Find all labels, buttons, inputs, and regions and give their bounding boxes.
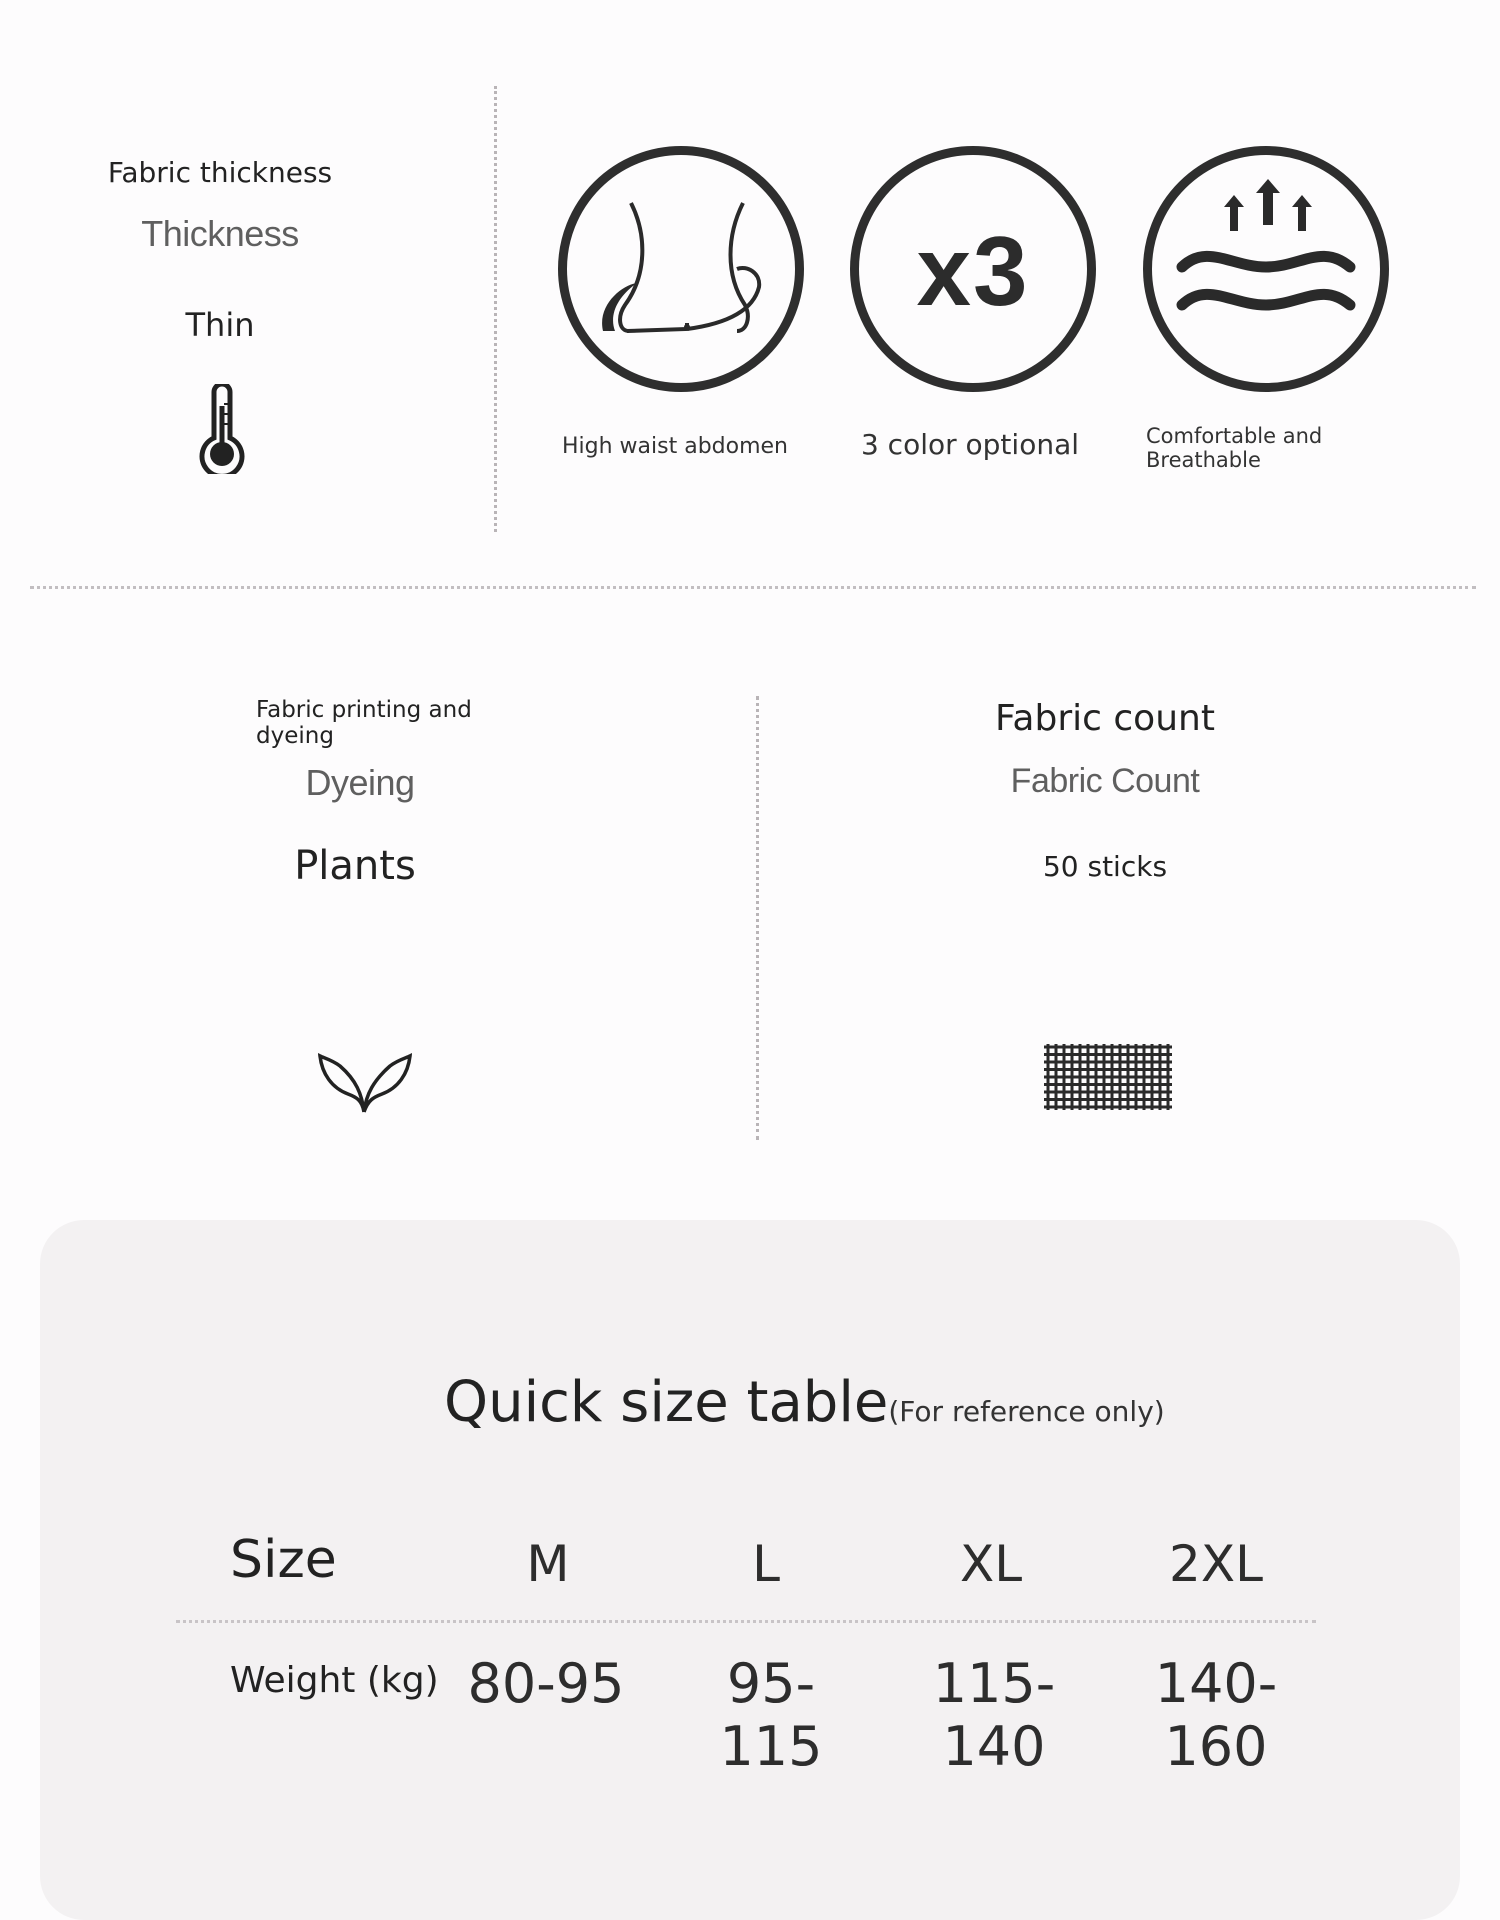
size-cell: 2XL bbox=[1169, 1535, 1263, 1593]
weight-cell: 80-95 bbox=[467, 1652, 625, 1715]
x3-icon bbox=[850, 146, 1096, 392]
count-title: Fabric count bbox=[995, 698, 1215, 739]
size-cell: L bbox=[752, 1535, 780, 1593]
breathable-waves-icon bbox=[1143, 146, 1389, 392]
middle-horizontal-divider bbox=[30, 586, 1476, 589]
feature-breathable-label: Comfortable and Breathable bbox=[1146, 424, 1323, 472]
thickness-value: Thin bbox=[185, 306, 255, 344]
size-cell: XL bbox=[959, 1535, 1023, 1593]
count-value: 50 sticks bbox=[1042, 850, 1168, 883]
size-table-divider bbox=[176, 1620, 1316, 1623]
count-subtitle: Fabric Count bbox=[1010, 762, 1200, 800]
dyeing-subtitle: Dyeing bbox=[305, 762, 415, 803]
x3-icon-text: x3 bbox=[916, 216, 1030, 326]
thickness-title: Fabric thickness bbox=[107, 156, 333, 189]
leaf-icon bbox=[318, 1044, 412, 1114]
weight-cell: 95-115 bbox=[719, 1652, 823, 1778]
waist-icon bbox=[558, 146, 804, 392]
size-table-note: (For reference only) bbox=[888, 1395, 1165, 1428]
feature-waist-label: High waist abdomen bbox=[561, 434, 788, 459]
size-table-heading bbox=[444, 1370, 1165, 1435]
dyeing-title: Fabric printing and dyeing bbox=[256, 697, 472, 749]
top-vertical-divider bbox=[494, 86, 497, 532]
middle-vertical-divider bbox=[756, 696, 759, 1140]
size-cell: M bbox=[526, 1535, 570, 1593]
weight-row-label: Weight (kg) bbox=[230, 1660, 439, 1701]
size-row-label: Size bbox=[230, 1530, 337, 1590]
grid-icon bbox=[1044, 1044, 1172, 1110]
feature-colors-label: 3 color optional bbox=[860, 428, 1080, 461]
dyeing-value: Plants bbox=[294, 843, 416, 889]
size-table-title: Quick size table bbox=[444, 1370, 889, 1435]
thermometer-icon bbox=[196, 384, 248, 474]
weight-cell: 140-160 bbox=[1154, 1652, 1278, 1778]
thickness-subtitle: Thickness bbox=[141, 213, 299, 254]
weight-cell: 115-140 bbox=[932, 1652, 1056, 1778]
